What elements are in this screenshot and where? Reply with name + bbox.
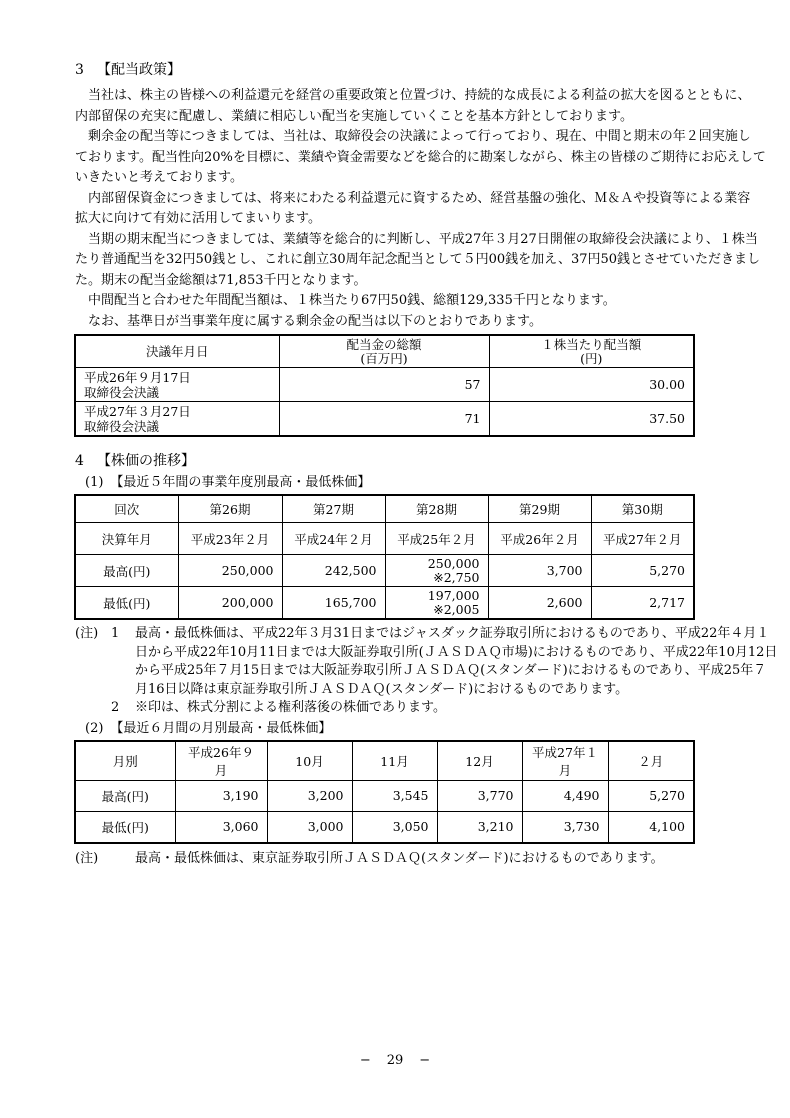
- paragraph-line: た。期末の配当金総額は71,853千円となります。: [75, 272, 367, 288]
- note-line: 日から平成22年10月11日までは大阪証券取引所(ＪＡＳＤＡＱ市場)におけるものであり、平成22年10月12日: [135, 644, 778, 660]
- subsection-1-label: (1): [85, 475, 104, 490]
- high-price-value: 3,200: [267, 780, 352, 811]
- low-price-value: 2,600: [488, 587, 591, 620]
- month-header: 12月: [437, 741, 522, 781]
- section-3-heading: [75, 60, 715, 81]
- note-1-text: [135, 625, 777, 699]
- high-price-value: 3,545: [352, 780, 437, 811]
- paragraph-line: いきたいと考えております。: [75, 170, 243, 185]
- table-row: [75, 402, 694, 437]
- note-2-number: 2: [111, 700, 120, 715]
- note-line: から平成25年７月15日までは大阪証券取引所ＪＡＳＤＡＱ(スタンダード)におけるものであり、平成25年７: [135, 663, 767, 678]
- subsection-2-label: (2): [85, 720, 104, 736]
- note-label: (注): [75, 626, 99, 641]
- paragraph-line: たり普通配当を32円50銭とし、これに創立30周年記念配当として５円00銭を加え、37円50銭とさせていただきまし: [75, 252, 761, 267]
- row-header-fiscal-month: 決算年月: [75, 523, 178, 555]
- col-header-dividend-per-share-line1: １株当たり配当額: [541, 336, 642, 352]
- paragraph-line: ております。配当性向20%を目標に、業績や資金需要などを総合的に勘案しながら、株主の皆様のご期待にお応えして: [75, 149, 766, 165]
- section-3-number: 3: [75, 62, 84, 78]
- month-header: 10月: [267, 741, 352, 781]
- month-header: 平成26年９月: [175, 741, 267, 781]
- five-year-table-notes: [75, 625, 778, 718]
- row-header-high: 最高(円): [75, 555, 178, 587]
- per-share-dividend-value: 37.50: [489, 402, 694, 437]
- table-row: [75, 780, 694, 811]
- table-row: [75, 368, 694, 402]
- page-number-footer: [0, 1053, 790, 1068]
- col-header-dividend-per-share: [489, 335, 694, 368]
- resolution-body: 取締役会決議: [84, 384, 160, 400]
- row-header-month: 月別: [75, 741, 175, 781]
- table-row: [75, 741, 694, 781]
- period-header: 第26期: [178, 495, 282, 523]
- low-price-value: 200,000: [178, 587, 282, 620]
- low-price-value: 4,100: [608, 811, 694, 843]
- subsection-2-heading: [85, 720, 715, 738]
- resolution-date-cell: [75, 402, 279, 437]
- high-price-value: 242,500: [282, 555, 385, 587]
- note-1: [75, 625, 778, 699]
- total-dividend-value: 57: [279, 368, 489, 402]
- low-price-value-with-note: [385, 587, 488, 620]
- paragraph-line: 内部留保資金につきましては、将来にわたる利益還元に資するため、経営基盤の強化、Ｍ＆Ａや投資等による業容: [75, 190, 751, 206]
- high-price-value: 5,270: [608, 780, 694, 811]
- low-price-split-note: ※2,005: [433, 601, 480, 617]
- paragraph-line: なお、基準日が当事業年度に属する剰余金の配当は以下のとおりであります。: [75, 313, 542, 329]
- col-header-dividend-per-share-unit: (円): [580, 350, 603, 366]
- section-4-title: 【株価の推移】: [97, 453, 195, 469]
- high-price-value: 5,270: [591, 555, 694, 587]
- high-price-value: 3,190: [175, 780, 267, 811]
- low-price-value: 165,700: [282, 587, 385, 620]
- note-line: ※印は、株式分割による権利落後の株価であります。: [135, 700, 446, 715]
- low-price-value: 3,730: [522, 811, 608, 843]
- row-header-high: 最高(円): [75, 780, 175, 811]
- dividend-policy-text: [75, 86, 766, 332]
- subsection-1-title: 【最近５年間の事業年度別最高・最低株価】: [110, 475, 371, 490]
- row-header-low: 最低(円): [75, 587, 178, 620]
- low-price-value: 3,060: [175, 811, 267, 843]
- note-line: 月16日以降は東京証券取引所ＪＡＳＤＡＱ(スタンダード)におけるものであります。: [135, 681, 629, 697]
- month-header: ２月: [608, 741, 694, 781]
- note-label: (注): [75, 850, 99, 866]
- low-price-value: 197,000: [427, 587, 480, 603]
- paragraph-line: 当社は、株主の皆様への利益還元を経営の重要政策と位置づけ、持続的な成長による利益の拡大を図るとともに、: [75, 88, 751, 103]
- resolution-date: 平成27年３月27日: [84, 403, 191, 419]
- resolution-date-cell: [75, 368, 279, 402]
- high-price-value: 250,000: [178, 555, 282, 587]
- note-spacer: [111, 850, 135, 869]
- period-header: 第28期: [385, 495, 488, 523]
- fiscal-month-value: 平成24年２月: [282, 523, 385, 555]
- row-header-low: 最低(円): [75, 811, 175, 843]
- subsection-2-title: 【最近６月間の月別最高・最低株価】: [110, 720, 332, 736]
- paragraph-line: 内部留保の充実に配慮し、業績に相応しい配当を実施していくことを基本方針としております。: [75, 108, 633, 124]
- low-price-value: 2,717: [591, 587, 694, 620]
- resolution-date: 平成26年９月17日: [84, 369, 191, 385]
- subsection-1-heading: [85, 474, 715, 492]
- high-price-value: 250,000: [427, 555, 480, 571]
- fiscal-month-value: 平成25年２月: [385, 523, 488, 555]
- table-row: [75, 811, 694, 843]
- col-header-total-dividend-line1: 配当金の総額: [346, 336, 422, 352]
- period-header: 第29期: [488, 495, 591, 523]
- section-4-heading: [75, 451, 715, 472]
- period-header: 第30期: [591, 495, 694, 523]
- footer-dash-right: −: [419, 1053, 431, 1068]
- note-2-text: [135, 699, 715, 718]
- fiscal-month-value: 平成27年２月: [591, 523, 694, 555]
- high-price-value-with-note: [385, 555, 488, 587]
- col-header-total-dividend-unit: (百万円): [360, 350, 408, 366]
- page-number: 29: [386, 1053, 404, 1068]
- note-2: [75, 699, 715, 718]
- six-month-table-note: [75, 850, 715, 869]
- row-header-period: 回次: [75, 495, 178, 523]
- table-row: [75, 587, 694, 620]
- paragraph-line: 剰余金の配当等につきましては、当社は、取締役会の決議によって行っており、現在、中間と期末の年２回実施し: [75, 129, 751, 144]
- per-share-dividend-value: 30.00: [489, 368, 694, 402]
- section-4-number: 4: [75, 453, 84, 469]
- fiscal-month-value: 平成23年２月: [178, 523, 282, 555]
- month-header: 11月: [352, 741, 437, 781]
- note-1-number: 1: [111, 626, 120, 641]
- note-label-spacer: [75, 699, 111, 718]
- note-text: 最高・最低株価は、東京証券取引所ＪＡＳＤＡＱ(スタンダード)におけるものであります。: [135, 850, 664, 866]
- low-price-value: 3,050: [352, 811, 437, 843]
- paragraph-line: 中間配当と合わせた年間配当額は、１株当たり67円50銭、総額129,335千円となります。: [75, 293, 616, 308]
- five-year-stock-price-table: [74, 494, 695, 620]
- col-header-resolution-date: 決議年月日: [75, 335, 279, 368]
- resolution-body: 取締役会決議: [84, 418, 160, 434]
- high-price-value: 3,770: [437, 780, 522, 811]
- table-row: [75, 495, 694, 523]
- low-price-value: 3,000: [267, 811, 352, 843]
- table-row: [75, 523, 694, 555]
- high-price-value: 3,700: [488, 555, 591, 587]
- high-price-value: 4,490: [522, 780, 608, 811]
- six-month-stock-price-table: [74, 740, 695, 844]
- period-header: 第27期: [282, 495, 385, 523]
- footer-dash-left: −: [359, 1053, 371, 1068]
- table-row: [75, 555, 694, 587]
- low-price-value: 3,210: [437, 811, 522, 843]
- fiscal-month-value: 平成26年２月: [488, 523, 591, 555]
- section-3-title: 【配当政策】: [97, 62, 181, 78]
- month-header: 平成27年１月: [522, 741, 608, 781]
- paragraph-line: 拡大に向けて有効に活用してまいります。: [75, 211, 321, 226]
- paragraph-line: 当期の期末配当につきましては、業績等を総合的に判断し、平成27年３月27日開催の取締役会決議により、１株当: [75, 231, 758, 247]
- dividend-resolution-table: [74, 334, 695, 437]
- col-header-total-dividend: [279, 335, 489, 368]
- note-line: 最高・最低株価は、平成22年３月31日まではジャスダック証券取引所におけるものであり、平成22年４月１: [135, 626, 770, 641]
- total-dividend-value: 71: [279, 402, 489, 437]
- high-price-split-note: ※2,750: [433, 569, 480, 585]
